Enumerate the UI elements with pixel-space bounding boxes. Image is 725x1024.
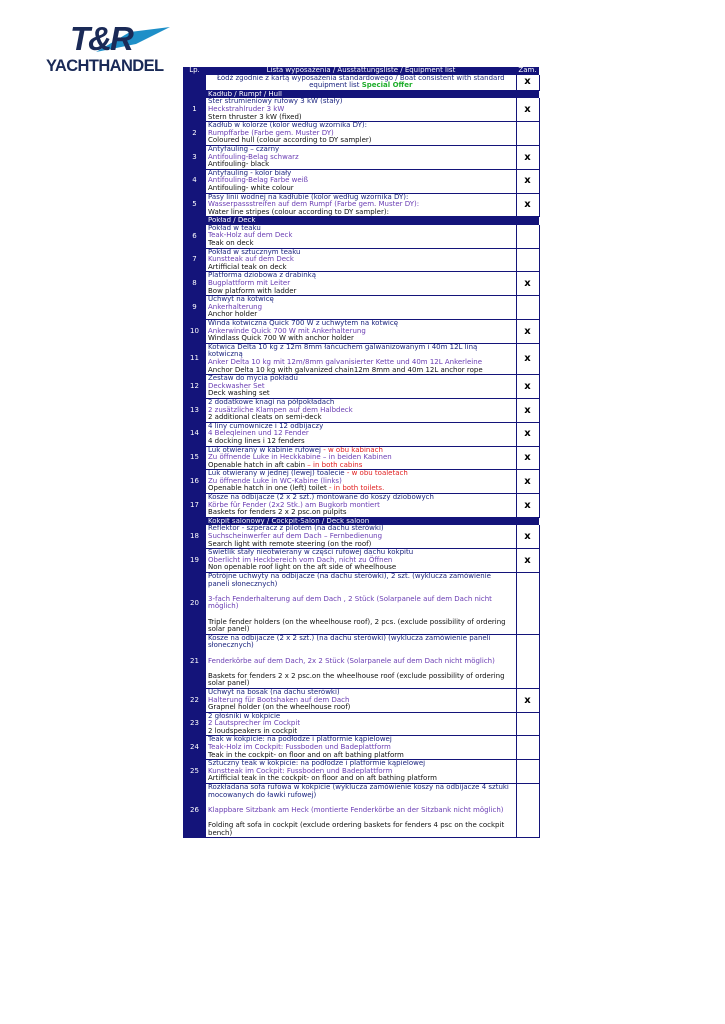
polish-text-text: Pokład w sztucznym teaku bbox=[208, 248, 301, 256]
polish-text-text: Reflektor - szperacz z pilotem (na dachu sterówki) bbox=[208, 525, 384, 533]
german-text-text: Rumpffarbe (Farbe gem. Muster DY) bbox=[208, 128, 334, 137]
polish-text-text: Teak w kokpicie: na podłodze i platformie kąpielowej bbox=[208, 735, 392, 744]
table-row bbox=[183, 248, 539, 272]
english-text bbox=[208, 367, 514, 375]
item-description bbox=[206, 573, 516, 635]
german-text-text: Wasserpassstreifen auf dem Rumpf (Farbe gem. Muster DY): bbox=[208, 200, 420, 209]
english-text bbox=[208, 390, 514, 398]
item-number: 13 bbox=[183, 398, 206, 422]
english-text bbox=[208, 704, 514, 712]
order-mark: x bbox=[516, 193, 539, 217]
english-text-note: – in both cabins bbox=[305, 460, 363, 469]
english-text bbox=[208, 414, 514, 422]
english-text-text: Openable hatch in one (left) toilet bbox=[208, 484, 329, 493]
logo-brand: YACHTHANDEL bbox=[46, 57, 164, 75]
english-text-text: Teak on deck bbox=[208, 239, 254, 248]
item-description bbox=[206, 343, 516, 374]
table-row bbox=[183, 525, 539, 548]
order-mark: x bbox=[516, 422, 539, 446]
order-mark: x bbox=[516, 446, 539, 470]
item-number: 18 bbox=[183, 525, 206, 548]
english-text-text: Folding aft sofa in cockpit (exclude ordering baskets for fenders 4 psc on the cockpit bench) bbox=[208, 821, 505, 837]
german-text-text: Zu öffnende Luke in Heckkabine – in beiden Kabinen bbox=[208, 453, 392, 462]
polish-text-text: 2 głośniki w kokpicie bbox=[208, 712, 281, 720]
item-number: 11 bbox=[183, 343, 206, 374]
order-mark bbox=[516, 736, 539, 760]
polish-text-text: Luk otwierany w jednej (lewej) toalecie bbox=[208, 469, 345, 478]
english-text bbox=[208, 209, 514, 217]
english-text-text: Grapnel holder (on the wheelhouse roof) bbox=[208, 703, 351, 712]
order-mark: x bbox=[516, 688, 539, 712]
intro-text bbox=[206, 75, 516, 91]
order-mark bbox=[516, 573, 539, 635]
german-text-text: 4 Beleqleinen und 12 Fender bbox=[208, 429, 309, 438]
item-description bbox=[206, 446, 516, 470]
polish-text bbox=[208, 784, 514, 799]
table-row bbox=[183, 784, 539, 838]
german-text-text: Oberlicht im Heckbereich vom Dach, nicht zu Öffnen bbox=[208, 555, 393, 564]
table-row bbox=[183, 375, 539, 399]
order-mark bbox=[516, 760, 539, 784]
order-mark: x bbox=[516, 145, 539, 169]
item-description bbox=[206, 248, 516, 272]
order-mark: x bbox=[516, 272, 539, 296]
title-header: Lista wyposażenia / Ausstattungsliste / Equipment list bbox=[206, 67, 516, 75]
section-title: Kadłub / Rumpf / Hull bbox=[206, 90, 516, 98]
german-text-text: 2 zusätzliche Klampen auf dem Halbdeck bbox=[208, 405, 353, 414]
table-row bbox=[183, 494, 539, 518]
german-text-text: Bugplattform mit Leiter bbox=[208, 279, 291, 288]
polish-text-note: - w obu toaletach bbox=[344, 469, 408, 478]
item-description bbox=[206, 760, 516, 784]
english-text bbox=[208, 619, 514, 634]
polish-text-text: Platforma dziobowa z drabinką bbox=[208, 271, 317, 280]
item-number: 17 bbox=[183, 494, 206, 518]
table-row bbox=[183, 688, 539, 712]
english-text-text: Non openable roof light on the aft side of wheelhouse bbox=[208, 563, 397, 572]
polish-text bbox=[208, 635, 514, 650]
item-number: 6 bbox=[183, 225, 206, 248]
intro-mark: x bbox=[516, 75, 539, 91]
polish-text-text: Pasy linii wodnej na kadłubie (kolor według wzornika DY): bbox=[208, 193, 409, 201]
section-header-row bbox=[183, 217, 539, 225]
table-row bbox=[183, 736, 539, 760]
table-row bbox=[183, 470, 539, 494]
polish-text-text: Świetlik stały nieotwierany w części rufowej dachu kokpitu bbox=[208, 548, 414, 557]
english-text-text: Anchor holder bbox=[208, 310, 258, 319]
german-text bbox=[208, 658, 514, 666]
polish-text-text: Uchwyt na bosak (na dachu sterówki) bbox=[208, 688, 340, 696]
polish-text-text: Winda kotwiczna Quick 700 W z uchwytem na kotwicę bbox=[208, 319, 399, 327]
table-row bbox=[183, 760, 539, 784]
table-row bbox=[183, 320, 539, 344]
polish-text bbox=[208, 344, 514, 359]
order-mark bbox=[516, 784, 539, 838]
table-row bbox=[183, 343, 539, 374]
item-description bbox=[206, 549, 516, 573]
item-description bbox=[206, 784, 516, 838]
polish-text-text: Antyfauling - kolor biały bbox=[208, 169, 292, 177]
english-text-text: Search light with remote steering (on the roof) bbox=[208, 539, 372, 548]
german-text-text: 3-fach Fenderhalterung auf dem Dach , 2 Stück (Solarpanele auf dem Dach nicht möglich) bbox=[208, 594, 492, 611]
item-description bbox=[206, 470, 516, 494]
german-text-text: Deckwasher Set bbox=[208, 381, 265, 390]
english-text-text: Baskets for fenders 2 x 2 psc.on the wheelhouse roof (exclude possibility of ordering solar panel) bbox=[208, 671, 505, 688]
order-mark bbox=[516, 634, 539, 688]
polish-text-text: Zestaw do mycia pokładu bbox=[208, 374, 298, 383]
item-number: 21 bbox=[183, 634, 206, 688]
item-number: 2 bbox=[183, 122, 206, 146]
polish-text-text: 2 dodatkowe knagi na półpokładach bbox=[208, 398, 335, 406]
item-number: 9 bbox=[183, 296, 206, 320]
english-text-note: - in both toilets. bbox=[328, 484, 385, 493]
german-text-text: Heckstrahlruder 3 kW bbox=[208, 104, 285, 113]
english-text bbox=[208, 541, 514, 549]
table-row bbox=[183, 145, 539, 169]
english-text bbox=[208, 564, 514, 572]
english-text-text: Artifficial teak on deck bbox=[208, 262, 287, 271]
english-text bbox=[208, 438, 514, 446]
table-row bbox=[183, 422, 539, 446]
item-description bbox=[206, 272, 516, 296]
order-mark: x bbox=[516, 320, 539, 344]
english-text bbox=[208, 485, 514, 493]
table-row bbox=[183, 398, 539, 422]
item-description bbox=[206, 422, 516, 446]
item-number: 20 bbox=[183, 573, 206, 635]
section-header-row bbox=[183, 90, 539, 98]
item-number: 12 bbox=[183, 375, 206, 399]
german-text-text: Ankerhalterung bbox=[208, 302, 263, 311]
item-description bbox=[206, 688, 516, 712]
order-mark: x bbox=[516, 470, 539, 494]
german-text-text: Teak-Holz auf dem Deck bbox=[208, 231, 293, 240]
polish-text-text: Pokład w teaku bbox=[208, 224, 261, 232]
english-text bbox=[208, 114, 514, 122]
item-description bbox=[206, 296, 516, 320]
section-title: Pokład / Deck bbox=[206, 217, 516, 225]
english-text-text: 4 docking lines i 12 fenders bbox=[208, 436, 305, 445]
german-text-text: 2 Lautsprecher im Cockpit bbox=[208, 719, 301, 728]
english-text-text: Coloured hull (colour according to DY sampler) bbox=[208, 136, 372, 145]
polish-text-text: Kosze na odbijacze (2 x 2 szt.) montowane do koszy dziobowych bbox=[208, 493, 434, 502]
polish-text-text: Rozkładana sofa rufowa w kokpicie (wyklucza zamówienie koszy na odbijacze 4 sztuki mocowanych do ławki rufowej) bbox=[208, 783, 509, 799]
item-description bbox=[206, 375, 516, 399]
order-mark: x bbox=[516, 525, 539, 548]
table-row bbox=[183, 169, 539, 193]
item-number: 5 bbox=[183, 193, 206, 217]
english-text-text: Antifouling- white colour bbox=[208, 183, 294, 192]
english-text-text: Teak in the cockpit- on floor and on aft bathing platform bbox=[208, 750, 404, 759]
item-number: 24 bbox=[183, 736, 206, 760]
polish-text-text: Uchwyt na kotwicę bbox=[208, 295, 274, 304]
table-row bbox=[183, 193, 539, 217]
english-text bbox=[208, 335, 514, 343]
polish-text-text: Kadłub w kolorze (kolor według wzornika DY): bbox=[208, 121, 367, 130]
german-text bbox=[208, 596, 514, 611]
item-description bbox=[206, 122, 516, 146]
english-text bbox=[208, 264, 514, 272]
item-number: 25 bbox=[183, 760, 206, 784]
order-mark: x bbox=[516, 98, 539, 121]
lp-header: Lp. bbox=[183, 67, 206, 75]
table-row bbox=[183, 446, 539, 470]
item-description bbox=[206, 193, 516, 217]
english-text bbox=[208, 240, 514, 248]
german-text-text: Suchscheinwerfer auf dem Dach – Fernbedienung bbox=[208, 532, 383, 541]
item-description bbox=[206, 736, 516, 760]
table-row bbox=[183, 712, 539, 736]
item-description bbox=[206, 712, 516, 736]
english-text-text: Baskets for fenders 2 x 2 psc.on pulpits bbox=[208, 508, 347, 517]
item-number: 26 bbox=[183, 784, 206, 838]
polish-text-note: - w obu kabinach bbox=[320, 446, 383, 454]
polish-text bbox=[208, 573, 514, 588]
polish-text-text: Kotwica Delta 10 kg z 12m 8mm łańcuchem galwanizowanym i 40m 12L liną kotwiczną bbox=[208, 343, 478, 359]
english-text-text: 2 loudspeakers in cockpit bbox=[208, 726, 298, 735]
english-text-text: Antifouling- black bbox=[208, 160, 270, 169]
german-text-text: Ankerwinde Quick 700 W mit Ankerhalterung bbox=[208, 326, 366, 335]
intro-row bbox=[183, 75, 539, 91]
order-mark: x bbox=[516, 343, 539, 374]
order-mark: x bbox=[516, 169, 539, 193]
item-number: 4 bbox=[183, 169, 206, 193]
polish-text-text: Ster strumieniowy rufowy 3 kW (stały) bbox=[208, 98, 343, 106]
logo-monogram: T&R bbox=[70, 20, 132, 57]
tr-yachthandel-logo bbox=[44, 14, 174, 76]
english-text bbox=[208, 462, 514, 470]
english-text bbox=[208, 137, 514, 145]
item-number: 19 bbox=[183, 549, 206, 573]
item-description bbox=[206, 634, 516, 688]
german-text-text: Körbe für Fender (2x2 Stk.) am Bugkorb montiert bbox=[208, 500, 380, 509]
polish-text-text: Luk otwierany w kabinie rufowej bbox=[208, 446, 321, 454]
english-text bbox=[208, 728, 514, 736]
item-number: 15 bbox=[183, 446, 206, 470]
intro-description: Łódź zgodnie z kartą wyposażenia standardowego / Boat consistent with standard equipment list bbox=[216, 74, 505, 90]
item-number: 22 bbox=[183, 688, 206, 712]
equipment-table bbox=[183, 67, 540, 838]
table-row bbox=[183, 549, 539, 573]
german-text-text: Kunstteak im Cockpit: Fussboden und Badeplattform bbox=[208, 766, 393, 775]
order-mark: x bbox=[516, 494, 539, 518]
german-text-text: Halterung für Bootshaken auf dem Dach bbox=[208, 695, 350, 704]
section-header-row bbox=[183, 517, 539, 525]
english-text-text: Windlass Quick 700 W with anchor holder bbox=[208, 334, 354, 343]
table-row bbox=[183, 573, 539, 635]
polish-text-text: Kosze na odbijacze (2 x 2 szt.) (na dachu sterówki) (wyklucza zamówienie paneli słonecznych) bbox=[208, 634, 491, 650]
german-text-text: Fenderkörbe auf dem Dach, 2x 2 Stück (Solarpanele auf dem Dach nicht möglich) bbox=[208, 656, 495, 665]
english-text bbox=[208, 775, 514, 783]
german-text-text: Kunstteak auf dem Deck bbox=[208, 255, 294, 264]
item-description bbox=[206, 169, 516, 193]
table-row bbox=[183, 122, 539, 146]
order-mark bbox=[516, 248, 539, 272]
item-description bbox=[206, 525, 516, 548]
english-text-text: Artifficial teak in the cockpit- on floor and on aft bathing platform bbox=[208, 774, 437, 783]
item-number: 3 bbox=[183, 145, 206, 169]
item-description bbox=[206, 320, 516, 344]
table-row bbox=[183, 634, 539, 688]
item-description bbox=[206, 398, 516, 422]
item-number: 14 bbox=[183, 422, 206, 446]
english-text-text: Triple fender holders (on the wheelhouse roof), 2 pcs. (exclude possibility of ordering solar panel) bbox=[208, 617, 506, 634]
table-row bbox=[183, 272, 539, 296]
table-row bbox=[183, 98, 539, 121]
table-row bbox=[183, 296, 539, 320]
polish-text-text: Antyfauling – czarny bbox=[208, 145, 280, 153]
item-number: 1 bbox=[183, 98, 206, 121]
english-text bbox=[208, 509, 514, 517]
section-title: Kokpit salonowy / Cockpit-Salon / Deck saloon bbox=[206, 517, 516, 525]
table-header-row bbox=[183, 67, 539, 75]
order-mark: x bbox=[516, 398, 539, 422]
english-text-text: Stern thruster 3 kW (fixed) bbox=[208, 112, 302, 121]
german-text-text: Antifouling-Belag schwarz bbox=[208, 152, 299, 161]
polish-text-text: 4 liny cumownicze i 12 odbijaczy bbox=[208, 422, 324, 430]
english-text bbox=[208, 161, 514, 169]
item-number: 7 bbox=[183, 248, 206, 272]
english-text-text: 2 additional cleats on semi-deck bbox=[208, 413, 322, 422]
item-number: 16 bbox=[183, 470, 206, 494]
item-description bbox=[206, 225, 516, 248]
item-description bbox=[206, 145, 516, 169]
order-mark bbox=[516, 225, 539, 248]
order-mark bbox=[516, 712, 539, 736]
english-text-text: Openable hatch in aft cabin bbox=[208, 460, 306, 469]
english-text bbox=[208, 752, 514, 760]
english-text-text: Bow platform with ladder bbox=[208, 286, 297, 295]
item-description bbox=[206, 494, 516, 518]
english-text-text: Anchor Delta 10 kg with galvanized chain12m 8mm and 40m 12L anchor rope bbox=[208, 365, 483, 374]
item-number: 8 bbox=[183, 272, 206, 296]
english-text-text: Water line stripes (colour according to DY sampler): bbox=[208, 207, 389, 216]
order-mark bbox=[516, 296, 539, 320]
english-text bbox=[208, 185, 514, 193]
english-text bbox=[208, 822, 514, 837]
order-mark: x bbox=[516, 375, 539, 399]
item-number: 10 bbox=[183, 320, 206, 344]
german-text bbox=[208, 807, 514, 815]
special-offer-label: Special Offer bbox=[361, 81, 413, 90]
german-text-text: Klappbare Sitzbank am Heck (montierte Fenderkörbe an der Sitzbank nicht möglich) bbox=[208, 805, 504, 814]
zam-header: Zam. bbox=[516, 67, 539, 75]
table-row bbox=[183, 225, 539, 248]
polish-text-text: Potrójne uchwyty na odbijacze (na dachu sterówki), 2 szt. (wyklucza zamówienie paneli słonecznych) bbox=[208, 572, 491, 588]
order-mark bbox=[516, 122, 539, 146]
english-text-text: Deck washing set bbox=[208, 389, 270, 398]
item-number: 23 bbox=[183, 712, 206, 736]
english-text bbox=[208, 673, 514, 688]
english-text bbox=[208, 311, 514, 319]
english-text bbox=[208, 288, 514, 296]
german-text-text: Zu öffnende Luke in WC-Kabine (links) bbox=[208, 476, 342, 485]
polish-text-text: Sztuczny teak w kokpicie: na podłodze i platformie kąpielowej bbox=[208, 759, 426, 768]
order-mark: x bbox=[516, 549, 539, 573]
item-description bbox=[206, 98, 516, 121]
german-text-text: Anker Delta 10 kg mit 12m/8mm galvanisierter Kette und 40m 12L Ankerleine bbox=[208, 357, 482, 366]
german-text-text: Teak-Holz im Cockpit: Fussboden und Badeplattform bbox=[208, 743, 391, 752]
german-text-text: Antifouling-Belag Farbe weiß bbox=[208, 176, 309, 185]
